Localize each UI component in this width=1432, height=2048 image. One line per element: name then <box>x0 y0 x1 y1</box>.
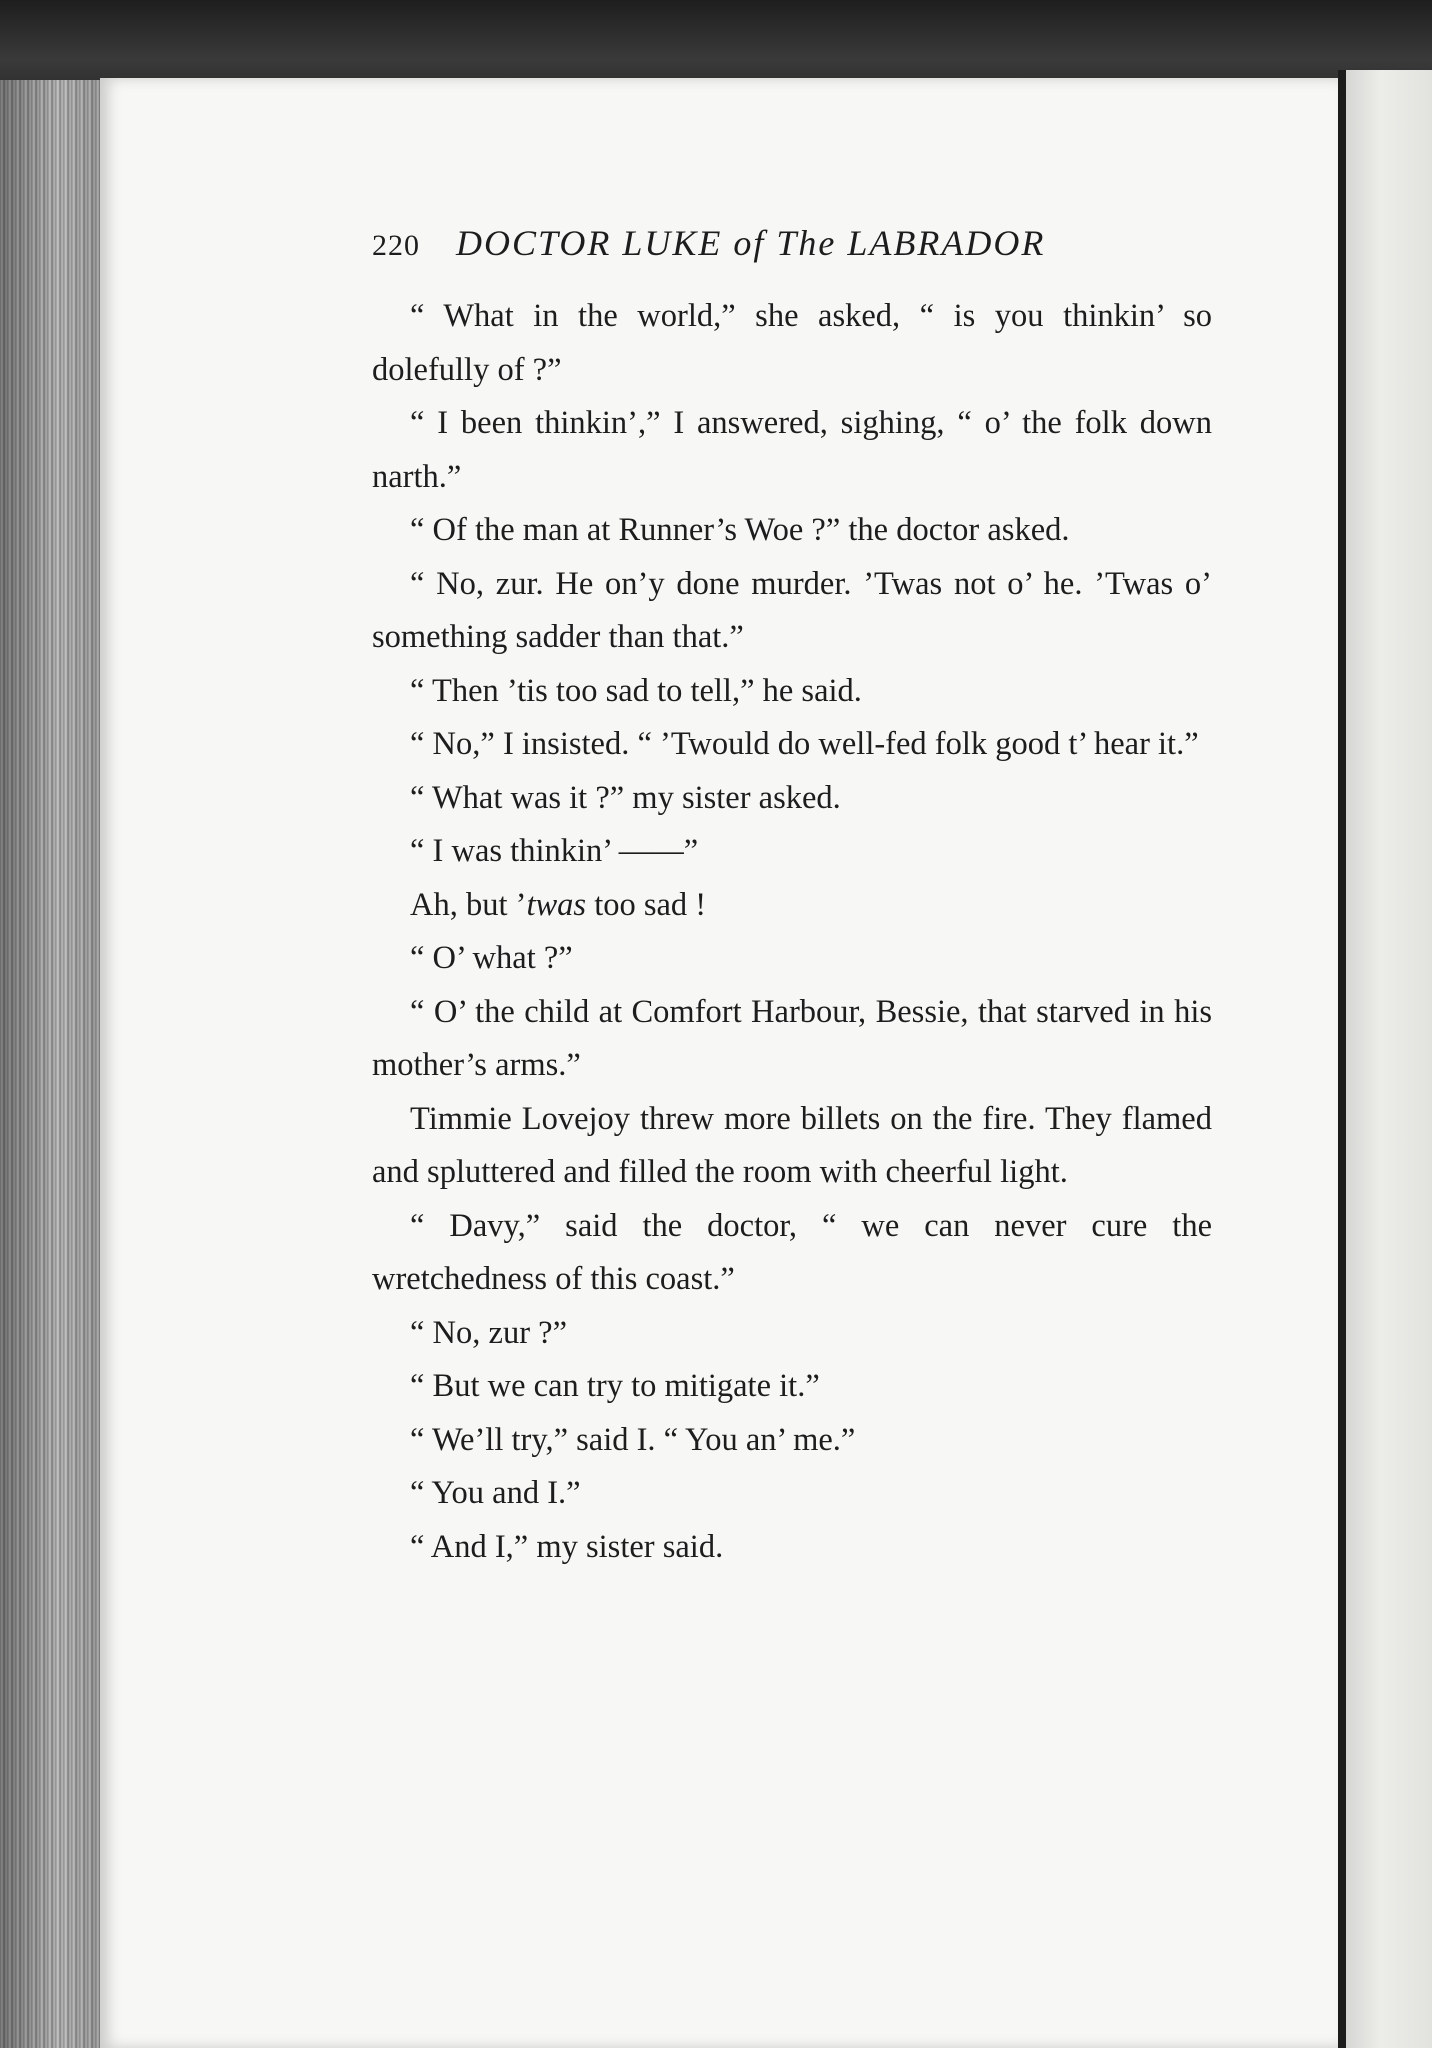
paragraph: “ What was it ?” my sister asked. <box>410 779 841 816</box>
facing-page-edge <box>1346 70 1432 2048</box>
emphasis-italic: twas <box>526 886 587 923</box>
paragraph: “ O’ the child at Comfort Harbour, Bessie, that starved in his mother’s arms.” <box>372 993 1212 1083</box>
running-title: DOCTOR LUKE of The LABRADOR <box>456 223 1046 263</box>
book-gutter <box>1338 70 1346 2048</box>
book-page-edges <box>0 80 100 2048</box>
paragraph: “ And I,” my sister said. <box>410 1528 724 1565</box>
paragraph: “ O’ what ?” <box>410 940 573 976</box>
paragraph: “ No, zur. He on’y done murder. ’Twas not o’ he. ’Twas o’ something sadder than that.” <box>372 565 1212 655</box>
paragraph: Timmie Lovejoy threw more billets on the fire. They flamed and spluttered and filled the room with cheerful light. <box>372 1100 1212 1190</box>
paragraph: “ We’ll try,” said I. “ You an’ me.” <box>410 1421 856 1458</box>
paragraph: “ No,” I insisted. “ ’Twould do well-fed folk good t’ hear it.” <box>410 726 1199 762</box>
paragraph: “ What in the world,” she asked, “ is you thinkin’ so dolefully of ?” <box>372 298 1212 388</box>
paragraph: “ I been thinkin’,” I answered, sighing, “ o’ the folk down narth.” <box>372 405 1212 495</box>
paragraph: “ Davy,” said the doctor, “ we can never cure the wretchedness of this coast.” <box>372 1207 1212 1297</box>
page-header <box>372 222 1212 286</box>
paragraph: “ Of the man at Runner’s Woe ?” the doctor asked. <box>410 512 1070 548</box>
page-text-block <box>372 222 1212 1574</box>
emphasis-after: too sad ! <box>586 886 707 923</box>
paragraph: “ No, zur ?” <box>410 1314 567 1351</box>
paragraph: “ But we can try to mitigate it.” <box>410 1368 820 1404</box>
paragraph: “ Then ’tis too sad to tell,” he said. <box>410 672 862 709</box>
page-number: 220 <box>372 229 420 262</box>
paragraph: “ I was thinkin’ ——” <box>410 833 699 869</box>
emphasis-before: Ah, but ’ <box>410 886 527 923</box>
paragraph: “ You and I.” <box>410 1475 581 1511</box>
paragraph-emphasis <box>372 879 1212 933</box>
